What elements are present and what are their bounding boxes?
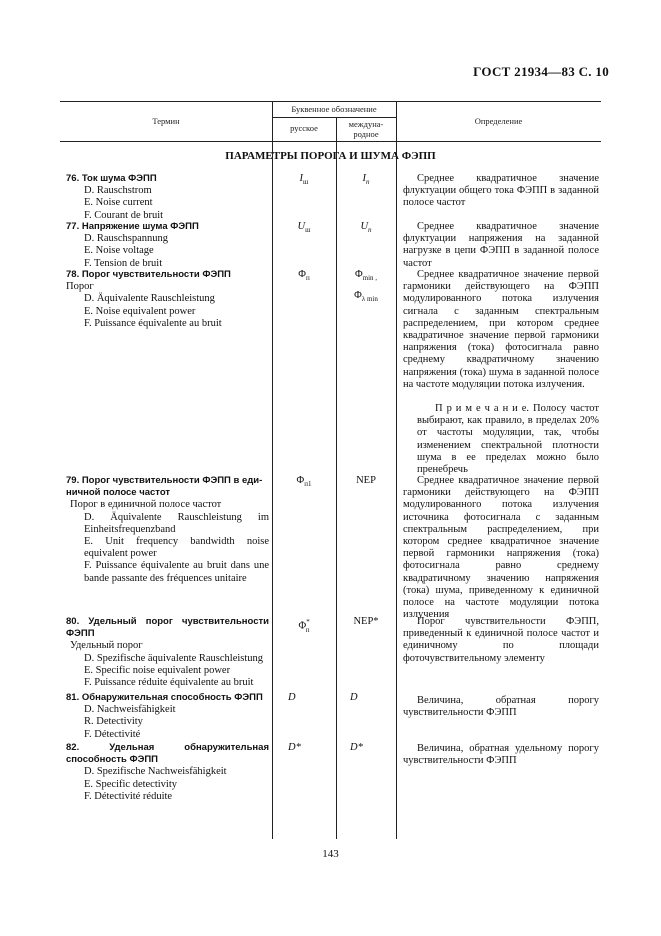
symbol-intl-80: NEP* xyxy=(353,616,379,627)
term-title: 80. Удельный порог чувствительности ФЭПП xyxy=(66,616,269,640)
term-76 xyxy=(66,173,269,222)
term-de: D. Äquivalente Rauschleistung im Einheitsfrequenzband xyxy=(84,511,269,535)
document-header: ГОСТ 21934—83 С. 10 xyxy=(473,64,609,79)
term-fr: F. Courant de bruit xyxy=(84,209,164,221)
term-fr: F. Détectivité xyxy=(84,728,141,740)
definition-76: Среднее квадратичное значение флуктуации общего тока ФЭПП в заданной полосе частот xyxy=(403,173,599,209)
term-en: E. Specific noise equivalent power xyxy=(84,664,231,676)
definition-77: Среднее квадратичное значение флуктуации напряжения на заданной нагрузке в цепи ФЭПП в заданной полосе частот xyxy=(403,221,599,269)
term-en: E. Specific detectivity xyxy=(84,778,178,790)
definition-78: Среднее квадратичное значение первой гармоники действующего на ФЭПП модулированного потока излучения сигнала с заданным спектральным распределением, при котором среднее квадратичное значение первой гармоники напряжения (тока) фотосигнала равно среднему квадратичному значению напряжения (тока) шума в заданной полосе на частоте модуляции потока излучения. xyxy=(403,269,599,390)
term-title: 82. Удельная обнаружительная способность ФЭПП xyxy=(66,742,269,766)
note-78: П р и м е ч а н и е. Полосу частот выбирают, как правило, в пределах 20% от частоты модуляции, так, чтобы изменением спектральной плотности шума в ее пределах можно было пренебречь xyxy=(417,403,599,476)
symbol-intl-81: D xyxy=(350,692,358,703)
symbol-ru-77: $U_ш$ xyxy=(297,221,311,235)
term-synonym: Порог в единичной полосе частот xyxy=(70,499,222,511)
term-title: 76. Ток шума ФЭПП xyxy=(66,173,157,184)
col-head-russian: русское xyxy=(290,123,318,133)
definition-79: Среднее квадратичное значение первой гармоники действующего на ФЭПП модулированного потока излучения источника фотосигнала с заданным спектральным распределением, при котором среднее квадратичное значение первой гармоники напряжения (тока) фотосигнала равно среднему квадратичному значению напряжения (тока) шума, приведенному к единичной полосе на частоте модуляции потока излучения xyxy=(403,475,599,621)
term-title-line1: 79. Порог чувствительности ФЭПП в еди- xyxy=(66,475,263,486)
symbol-ru-80: $\Phi^*_п$ xyxy=(298,618,310,634)
symbol-intl-78a: $\Phi_{min ,}$ xyxy=(354,269,378,283)
term-en: E. Noise current xyxy=(84,197,153,209)
definition-81: Величина, обратная порогу чувствительности ФЭПП xyxy=(403,695,599,719)
col-head-intl: междуна-родное xyxy=(348,119,384,139)
definition-80: Порог чувствительности ФЭПП, приведенный к единичной полосе частот и единичному по площади фоточувствительному элементу xyxy=(403,616,599,664)
term-fr: F. Tension de bruit xyxy=(84,257,163,269)
term-ru-alt: R. Detectivity xyxy=(84,716,143,728)
letter-subheader-border xyxy=(272,117,396,118)
term-de: D. Äquivalente Rauschleistung xyxy=(84,293,215,305)
page-number: 143 xyxy=(322,848,339,860)
column-divider-3 xyxy=(396,101,397,839)
term-79 xyxy=(66,475,269,585)
symbol-ru-79: $\Phi_{п1}$ xyxy=(296,475,312,489)
symbol-intl-76: $I_n$ xyxy=(362,173,370,187)
col-head-definition: Определение xyxy=(474,116,523,126)
term-synonym: Удельный порог xyxy=(70,640,143,652)
term-fr: F. Puissance équivalente au bruit dans une bande passante des fréquences unitaire xyxy=(84,560,269,584)
term-de: D. Spezifische äquivalente Rauschleistung xyxy=(84,652,264,664)
term-82 xyxy=(66,742,269,803)
definition-82: Величина, обратная удельному порогу чувствительности ФЭПП xyxy=(403,743,599,767)
term-fr: F. Puissance réduite équivalente au bruit xyxy=(84,677,254,689)
col-head-term: Термин xyxy=(152,116,180,126)
column-divider-1 xyxy=(272,101,273,839)
symbol-intl-82: D* xyxy=(350,742,363,753)
term-title: 78. Порог чувствительности ФЭПП xyxy=(66,269,231,280)
term-de: D. Rauschstrom xyxy=(84,185,152,197)
term-77 xyxy=(66,221,269,270)
term-title-line2: ничной полосе частот xyxy=(66,487,171,499)
symbol-ru-76: $I_ш$ xyxy=(299,173,309,187)
table-top-border xyxy=(60,101,601,102)
table-header-bottom-border xyxy=(60,141,601,142)
term-80 xyxy=(66,616,269,689)
term-en: E. Unit frequency bandwidth noise equivalent power xyxy=(84,536,269,560)
term-title: 77. Напряжение шума ФЭПП xyxy=(66,221,199,232)
symbol-intl-79: NEP xyxy=(356,475,376,486)
term-synonym: Порог xyxy=(66,281,94,293)
symbol-ru-81: D xyxy=(288,692,296,703)
symbol-intl-77: $U_n$ xyxy=(360,221,372,235)
col-head-letter: Буквенное обозначение xyxy=(291,104,377,114)
term-de: D. Rauschspannung xyxy=(84,233,168,245)
term-en: E. Noise equivalent power xyxy=(84,305,196,317)
term-81 xyxy=(66,692,269,741)
term-en: E. Noise voltage xyxy=(84,245,154,257)
term-fr: F. Détectivité réduite xyxy=(84,790,173,802)
symbol-intl-78b: $\Phi_{\lambda min}$ xyxy=(354,290,378,304)
term-de: D. Nachweisfähigkeit xyxy=(84,704,176,716)
section-title: ПАРАМЕТРЫ ПОРОГА И ШУМА ФЭПП xyxy=(225,150,436,162)
symbol-ru-78: $\Phi_п$ xyxy=(298,269,310,283)
symbol-ru-82: D* xyxy=(288,742,301,753)
term-title: 81. Обнаружительная способность ФЭПП xyxy=(66,692,263,703)
term-de: D. Spezifische Nachweisfähigkeit xyxy=(84,766,227,778)
term-fr: F. Puissance équivalente au bruit xyxy=(84,317,222,329)
term-78 xyxy=(66,269,269,330)
